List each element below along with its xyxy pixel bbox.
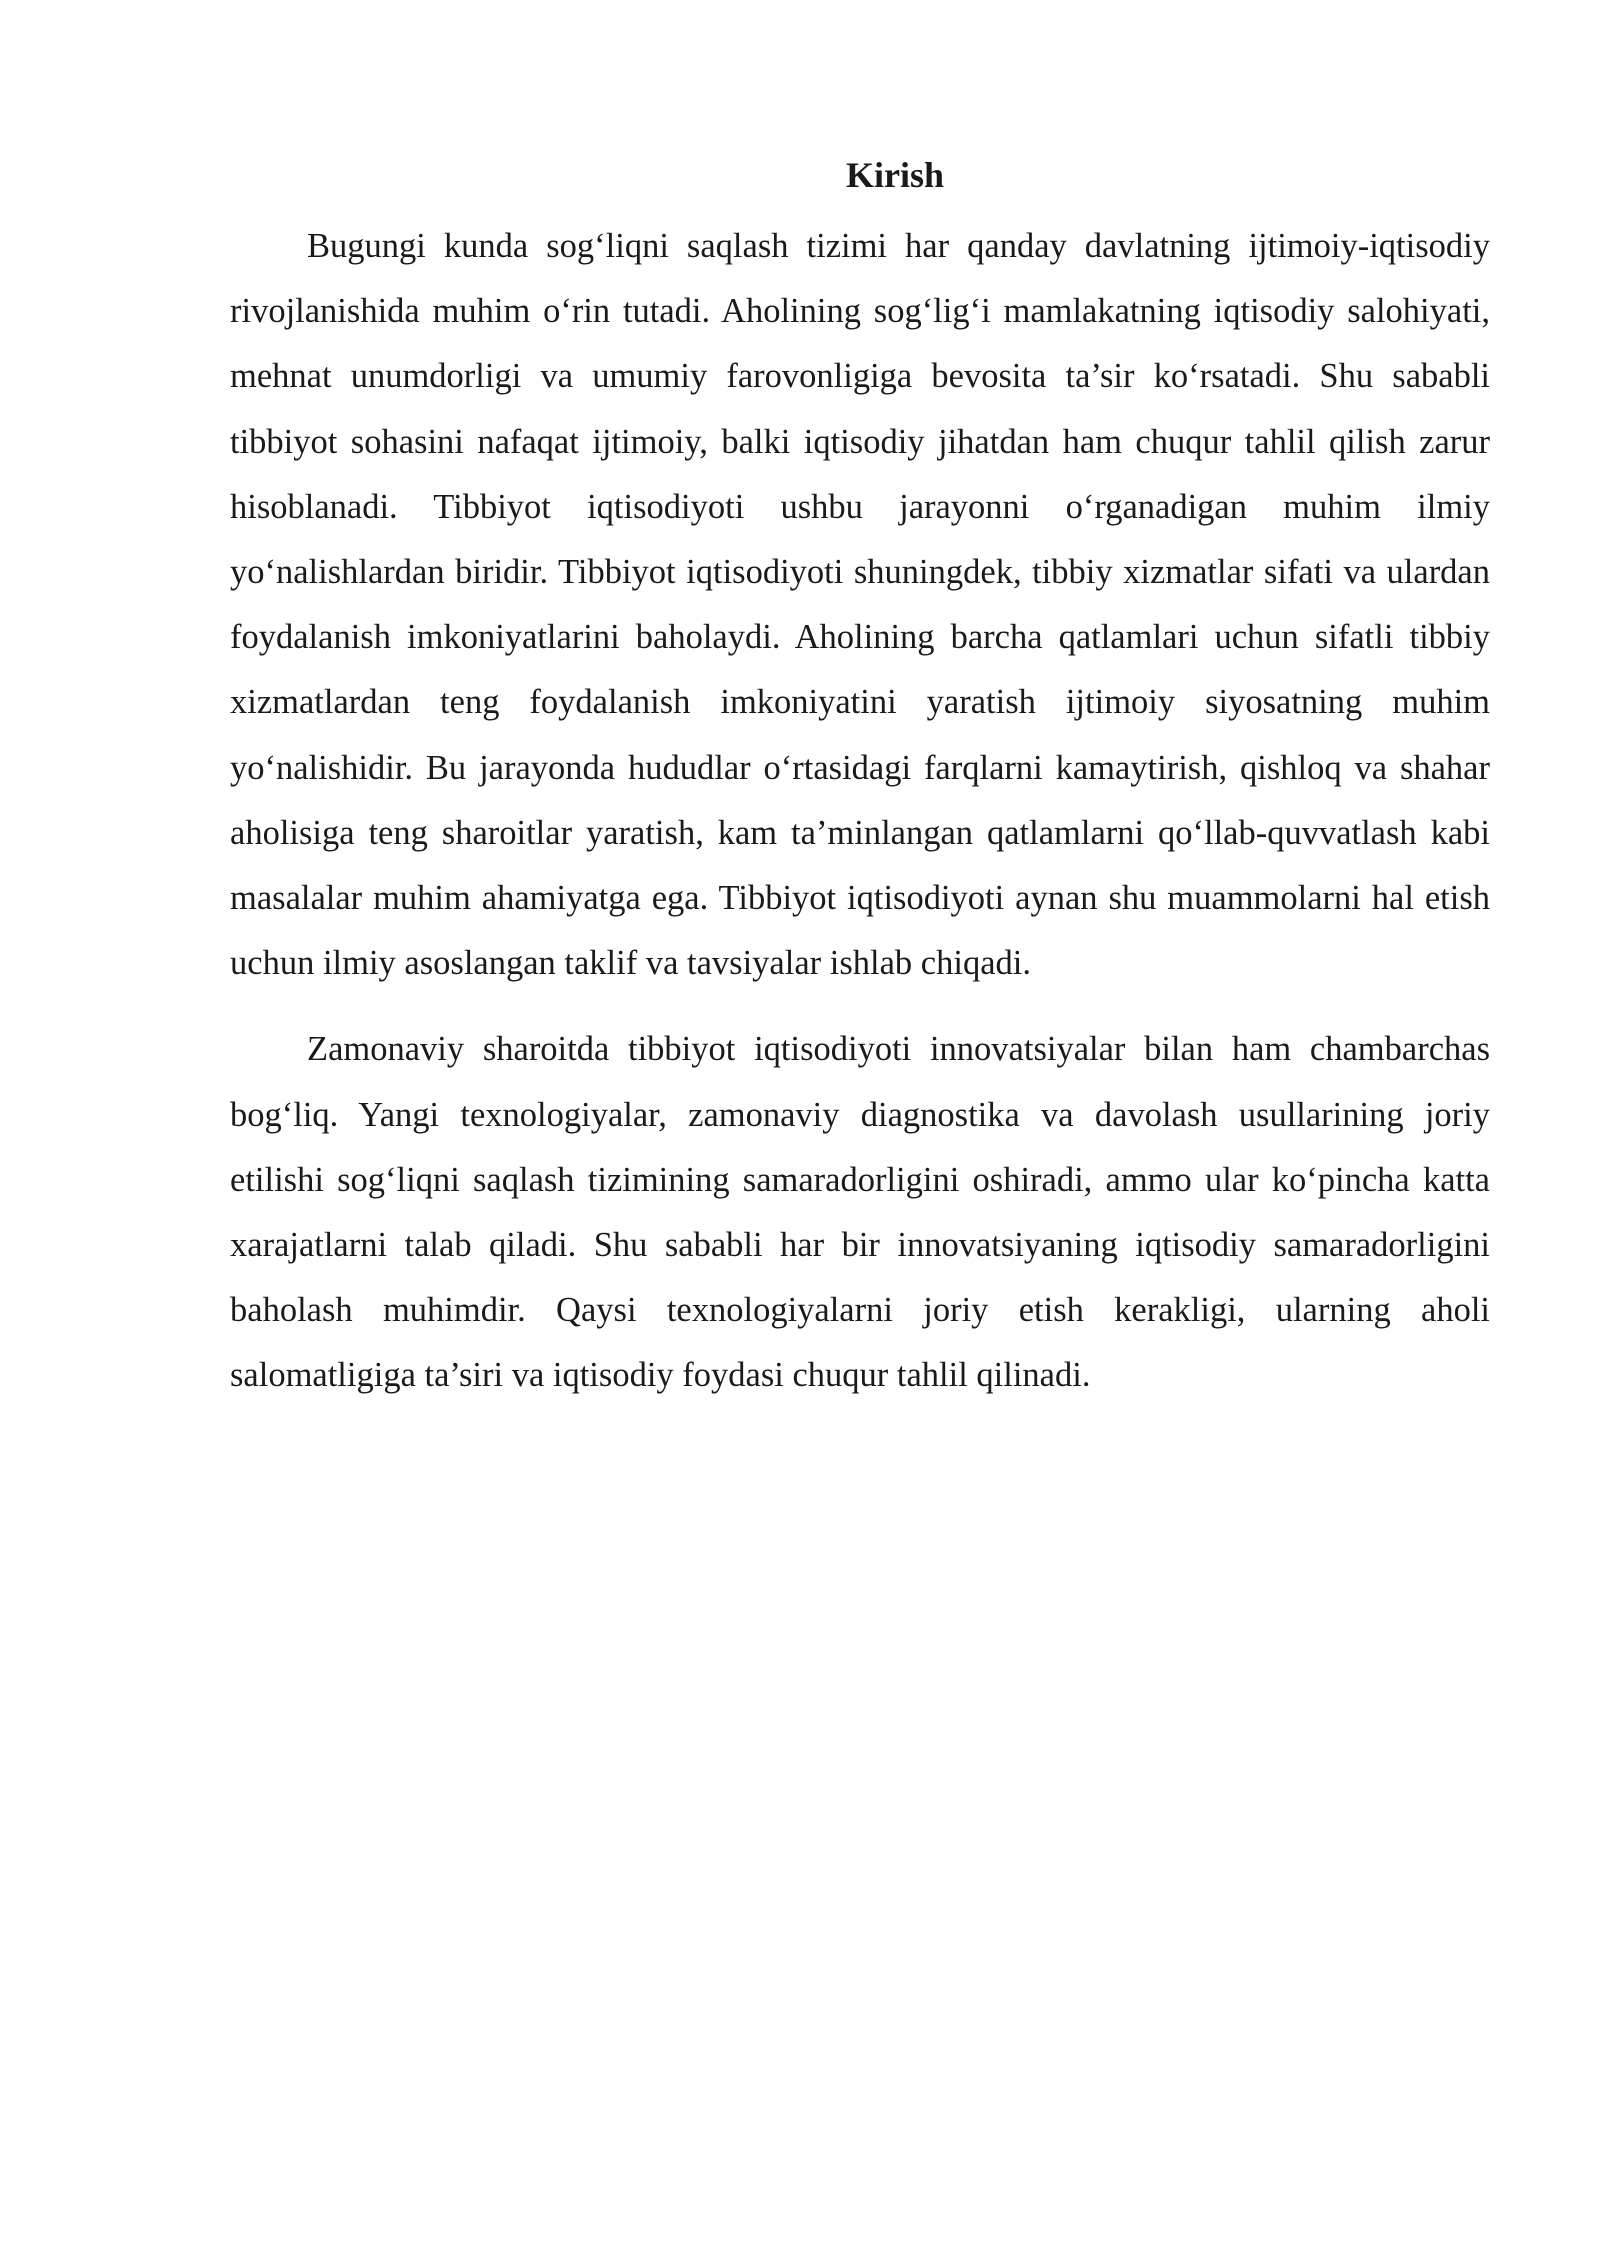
document-body xyxy=(230,148,1490,1409)
document-title: Kirish xyxy=(845,155,944,195)
paragraph-2: Zamonaviy sharoitda tibbiyot iqtisodiyoti innovatsiyalar bilan ham chambarchas bog‘liq. Yangi texnologiyalar, zamonaviy diagnostika va davolash usullarining joriy etilishi sog‘liqni saqlash tizimining samaradorligini oshiradi, ammo ular ko‘pincha katta xarajatlarni talab qiladi. Shu sababli har bir innovatsiyaning iqtisodiy samaradorligini baholash muhimdir. Qaysi texnologiyalarni joriy etish kerakligi, ularning aholi salomatligiga ta’siri va iqtisodiy foydasi chuqur tahlil qilinadi. xyxy=(230,1030,1490,1395)
paragraph-1: Bugungi kunda sog‘liqni saqlash tizimi har qanday davlatning ijtimoiy-iqtisodiy rivojlanishida muhim o‘rin tutadi. Aholining sog‘lig‘i mamlakatning iqtisodiy salohiyati, mehnat unumdorligi va umumiy farovonligiga bevosita ta’sir ko‘rsatadi. Shu sababli tibbiyot sohasini nafaqat ijtimoiy, balki iqtisodiy jihatdan ham chuqur tahlil qilish zarur hisoblanadi. Tibbiyot iqtisodiyoti ushbu jarayonni o‘rganadigan muhim ilmiy yo‘nalishlardan biridir. Tibbiyot iqtisodiyoti shuningdek, tibbiy xizmatlar sifati va ulardan foydalanish imkoniyatlarini baholaydi. Aholining barcha qatlamlari uchun sifatli tibbiy xizmatlardan teng foydalanish imkoniyatini yaratish ijtimoiy siyosatning muhim yo‘nalishidir. Bu jarayonda hududlar o‘rtasidagi farqlarni kamaytirish, qishloq va shahar aholisiga teng sharoitlar yaratish, kam ta’minlangan qatlamlarni qo‘llab-quvvatlash kabi masalalar muhim ahamiyatga ega. Tibbiyot iqtisodiyoti aynan shu muammolarni hal etish uchun ilmiy asoslangan taklif va tavsiyalar ishlab chiqadi. xyxy=(230,227,1490,983)
